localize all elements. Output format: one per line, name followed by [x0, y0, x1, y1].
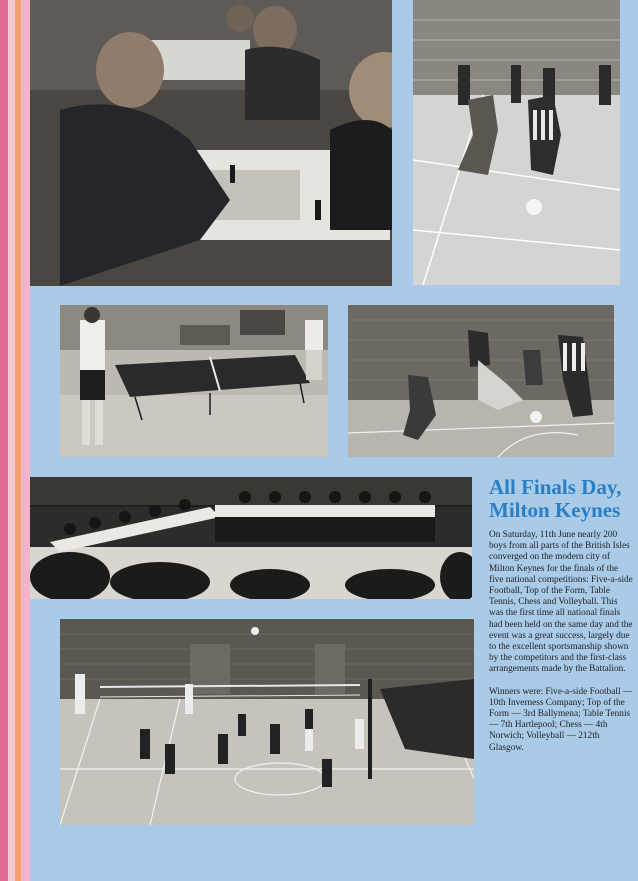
football-tackle-photo	[348, 305, 614, 457]
article	[489, 476, 634, 754]
football-hall-photo	[413, 0, 620, 285]
article-paragraph: Winners were: Five-a-side Football — 10th Inverness Company; Top of the Form — 3rd Ballymena; Table Tennis — 7th Hartlepool; Chess — 4th Norwich; Volleyball — 212th Glasgow.	[489, 686, 633, 753]
chess-photo	[30, 0, 392, 286]
article-title: All Finals Day, Milton Keynes	[489, 475, 622, 522]
article-paragraph: On Saturday, 11th June nearly 200 boys from all parts of the British Isles converged on the modern city of Milton Keynes for the finals of the five national competitions: Five-a-side Football, Top of the Form, Table Tennis, Chess and Volleyball. This was the first time all national finals had been held on the same day and the event was a great success, largely due to the excellent sportsmanship shown by the competitors and the first-class arrangements made by the Battalion.	[489, 530, 633, 675]
volleyball-photo	[60, 619, 474, 825]
top-of-the-form-photo	[30, 477, 472, 599]
magazine-spine	[0, 0, 30, 881]
table-tennis-photo	[60, 305, 328, 457]
